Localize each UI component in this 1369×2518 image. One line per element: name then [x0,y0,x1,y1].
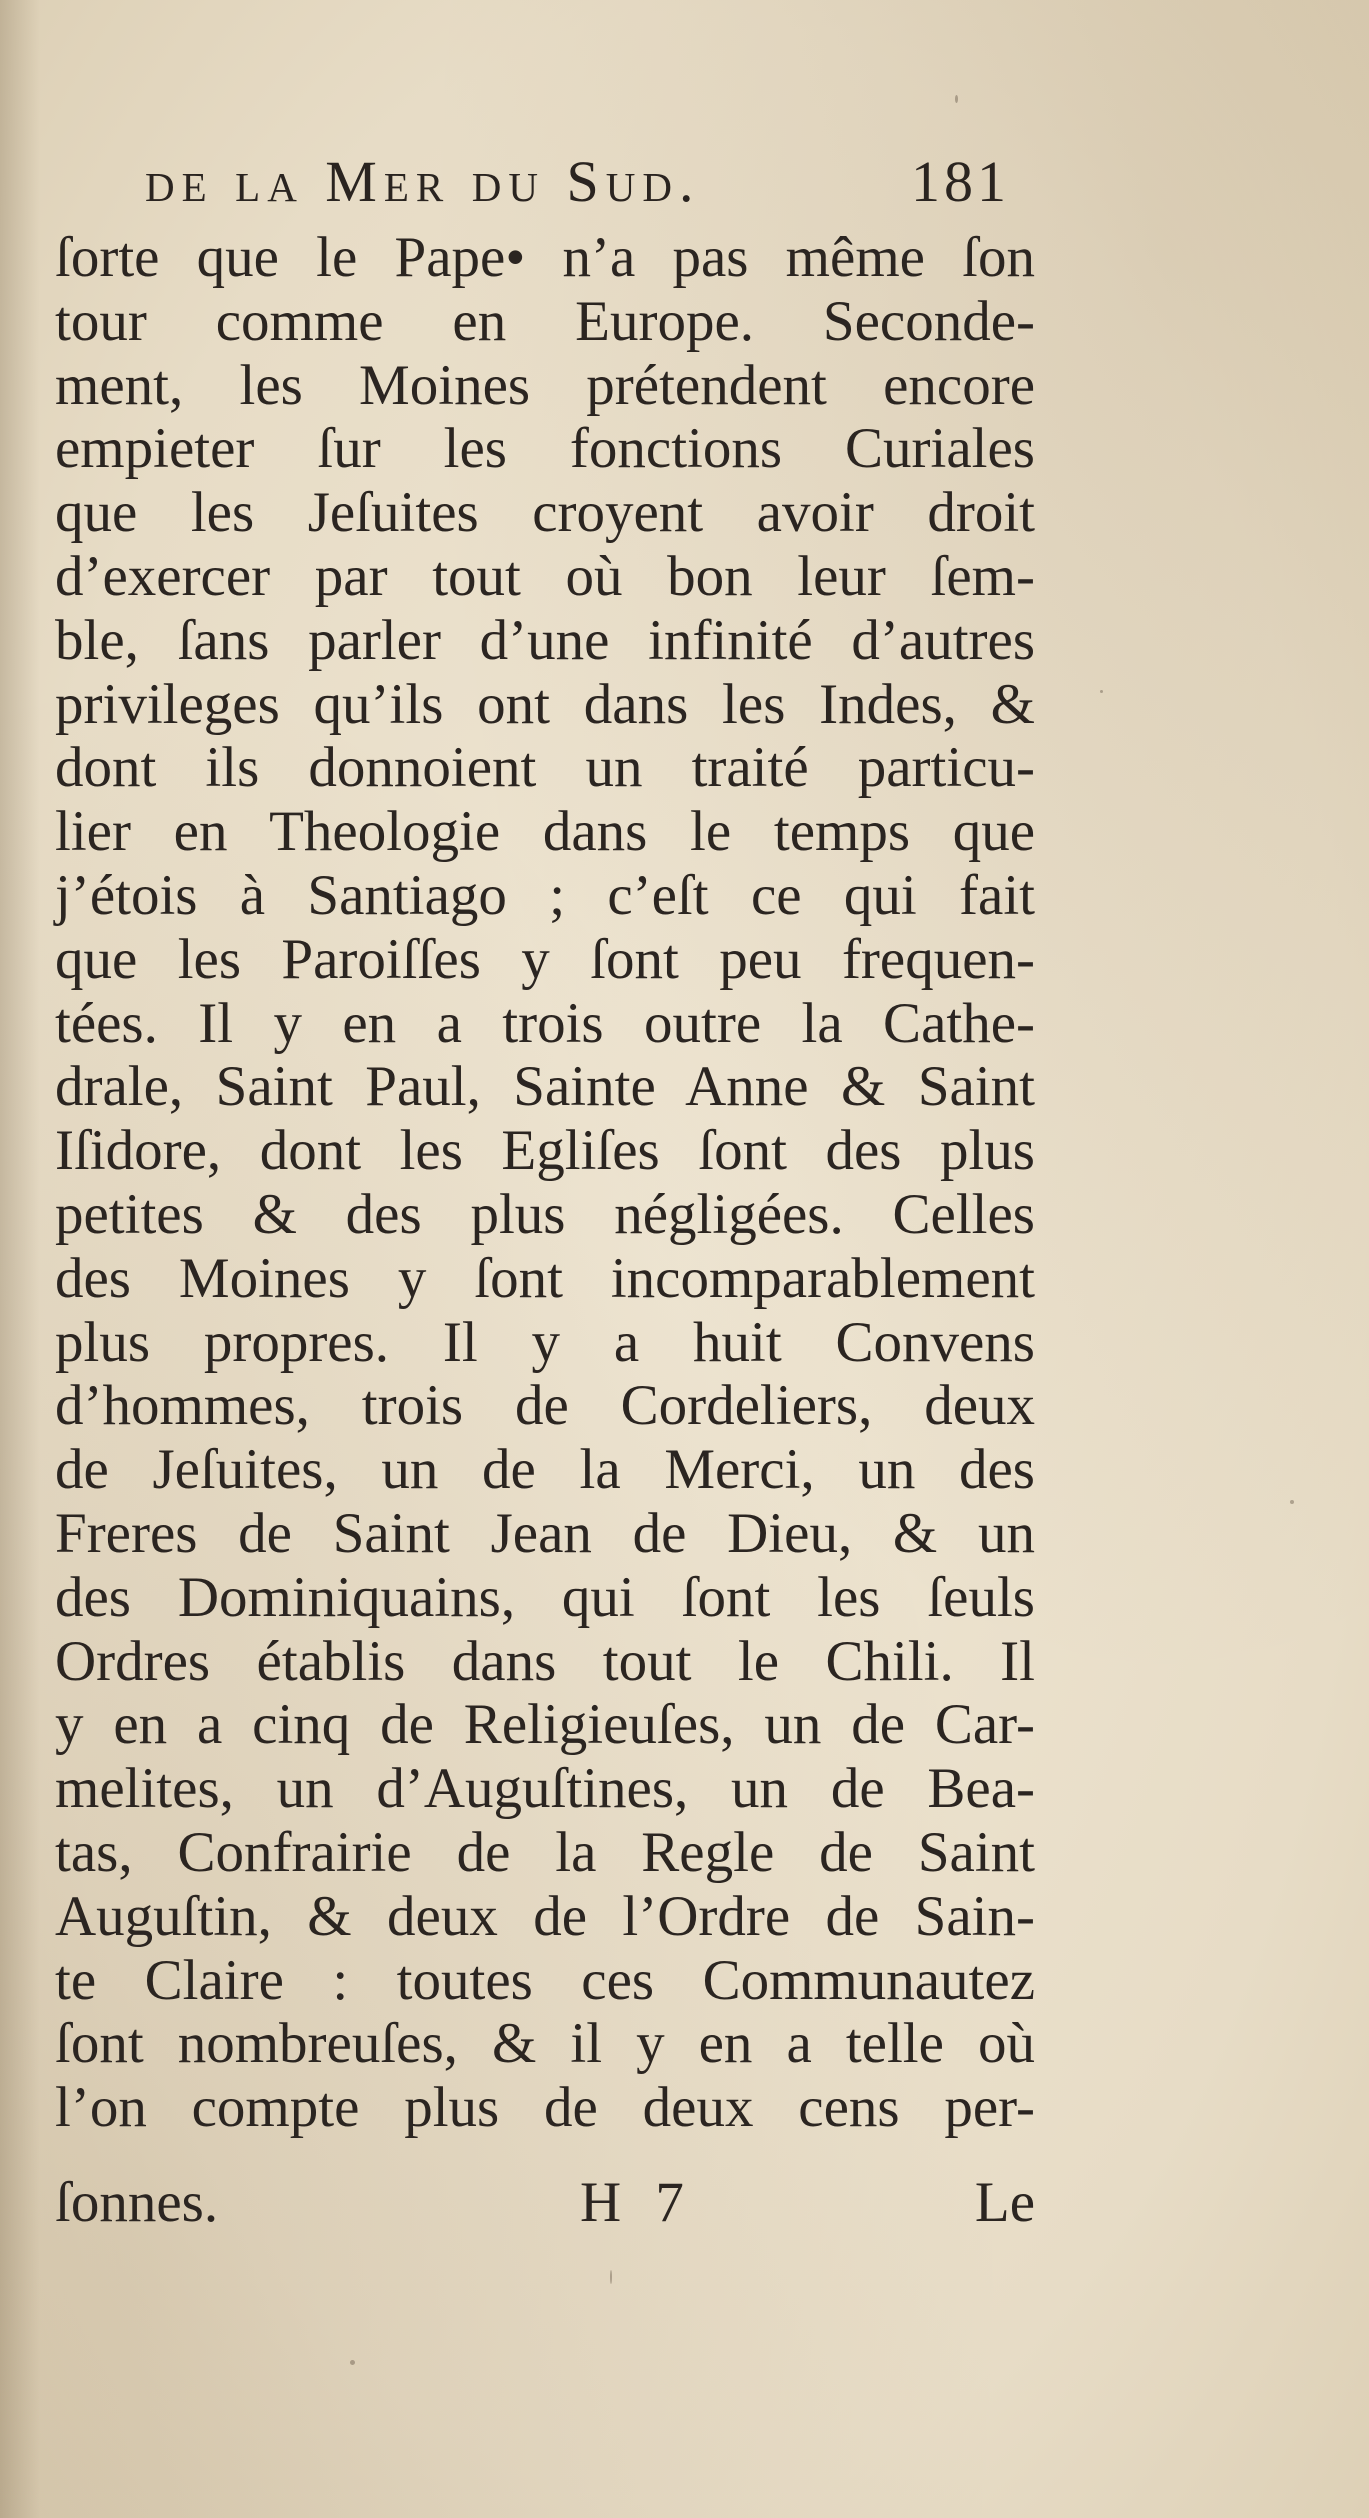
text-line: Ordres établis dans tout le Chili. Il [55,1629,1035,1693]
gutter-shadow [0,0,40,2518]
paper-speck [1290,1500,1294,1504]
text-line: empieter ſur les fonctions Curiales [55,417,1035,481]
text-line: d’hommes, trois de Cordeliers, deux [55,1374,1035,1438]
catchword: Le [974,2171,1035,2234]
text-line: Auguſtin, & deux de l’Ordre de Sain- [55,1884,1035,1948]
text-line: l’on compte plus de deux cens per- [55,2076,1035,2140]
paper-speck [350,2360,355,2365]
text-line: que les Paroiſſes y ſont peu frequen- [55,927,1035,991]
text-line: dont ils donnoient un traité particu- [55,736,1035,800]
paper-speck [610,2270,612,2284]
page-foot [55,2171,1035,2235]
text-line: d’exercer par tout où bon leur ſem- [55,544,1035,608]
running-head [0,148,1369,238]
text-line: tas, Confrairie de la Regle de Saint [55,1820,1035,1884]
text-line: j’étois à Santiago ; c’eſt ce qui fait [55,863,1035,927]
text-line: te Claire : toutes ces Communautez [55,1948,1035,2012]
text-line: melites, un d’Auguſtines, un de Bea- [55,1757,1035,1821]
signature-mark: H 7 [580,2171,694,2234]
text-line: privileges qu’ils ont dans les Indes, & [55,672,1035,736]
text-line: tour comme en Europe. Seconde- [55,289,1035,353]
text-line: que les Jeſuites croyent avoir droit [55,481,1035,545]
text-line: tées. Il y en a trois outre la Cathe- [55,991,1035,1055]
text-line: ment, les Moines prétendent encore [55,353,1035,417]
text-line: y en a cinq de Religieuſes, un de Car- [55,1693,1035,1757]
running-head-title: de la Mer du Sud. [145,149,701,214]
text-line: ble, ſans parler d’une infinité d’autres [55,608,1035,672]
text-line: plus propres. Il y a huit Convens [55,1310,1035,1374]
text-line: ſorte que le Pape• n’a pas même ſon [55,226,1035,289]
text-line: Iſidore, dont les Egliſes ſont des plus [55,1119,1035,1183]
page-number: 181 [911,149,1010,214]
text-line: lier en Theologie dans le temps que [55,800,1035,864]
paper-speck [955,95,958,103]
body-text [55,226,1035,2140]
text-line: des Moines y ſont incomparablement [55,1246,1035,1310]
text-line: petites & des plus négligées. Celles [55,1182,1035,1246]
text-line: des Dominiquains, qui ſont les ſeuls [55,1565,1035,1629]
paper-speck [1100,690,1103,693]
text-line: drale, Saint Paul, Sainte Anne & Saint [55,1055,1035,1119]
text-line: ſont nombreuſes, & il y en a telle où [55,2012,1035,2076]
text-line-final: ſonnes. [55,2171,219,2234]
text-line: Freres de Saint Jean de Dieu, & un [55,1501,1035,1565]
text-line: de Jeſuites, un de la Merci, un des [55,1438,1035,1502]
